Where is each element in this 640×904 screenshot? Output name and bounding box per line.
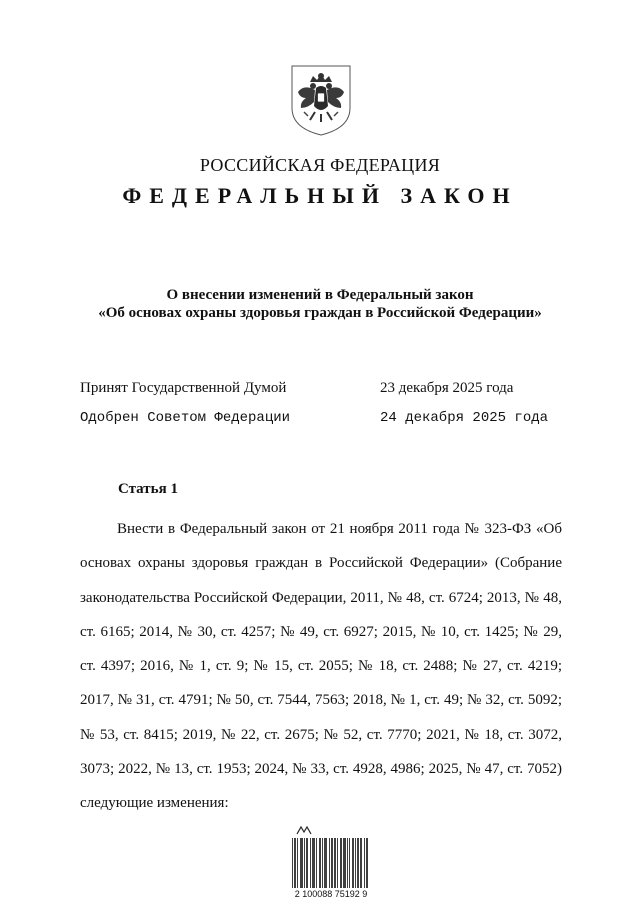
law-title-line-1: О внесении изменений в Федеральный закон: [166, 287, 474, 303]
council-approval-date: 24 декабря 2025 года: [380, 410, 549, 426]
article-body-text: Внести в Федеральный закон от 21 ноября 2011 года № 323-ФЗ «Об основах охраны здоровья граждан в Российской Федерации» (Собрание законодательства Российской Федерации, 2011, № 48, ст. 6724; 2013, № 48, ст. 6165; 2014, № 30, ст. 4257; № 49, ст. 6927; 2015, № 10, ст. 1425; № 29, ст. 4397; 2016, № 1, ст. 9; № 15, ст. 2055; № 18, ст. 2488; № 27, ст. 4219; 2017, № 31, ст. 4791; № 50, ст. 7544, 7563; 2018, № 1, ст. 49; № 32, ст. 5092; № 53, ст. 8415; 2019, № 22, ст. 2675; № 52, ст. 7770; 2021, № 18, ст. 3072, 3073; 2022, № 13, ст. 1953; 2024, № 33, ст. 4928, 4986; 2025, № 47, ст. 7052) следующие изменения:: [80, 521, 562, 812]
country-name: РОССИЙСКАЯ ФЕДЕРАЦИЯ: [199, 155, 441, 175]
council-approval-label: Одобрен Советом Федерации: [80, 410, 291, 426]
barcode-icon: [292, 838, 368, 888]
barcode-mark-icon: [296, 826, 312, 835]
article-heading: Статья 1: [118, 481, 178, 497]
coat-of-arms-icon: [286, 62, 356, 138]
duma-adoption-date: 23 декабря 2025 года: [380, 380, 514, 396]
document-type: ФЕДЕРАЛЬНЫЙ ЗАКОН: [122, 183, 518, 208]
law-title: [0, 286, 640, 322]
duma-adoption-label: Принят Государственной Думой: [80, 380, 287, 396]
law-title-line-2: «Об основах охраны здоровья граждан в Российской Федерации»: [98, 305, 542, 321]
barcode-number: 2 100088 75192 9: [294, 889, 368, 899]
